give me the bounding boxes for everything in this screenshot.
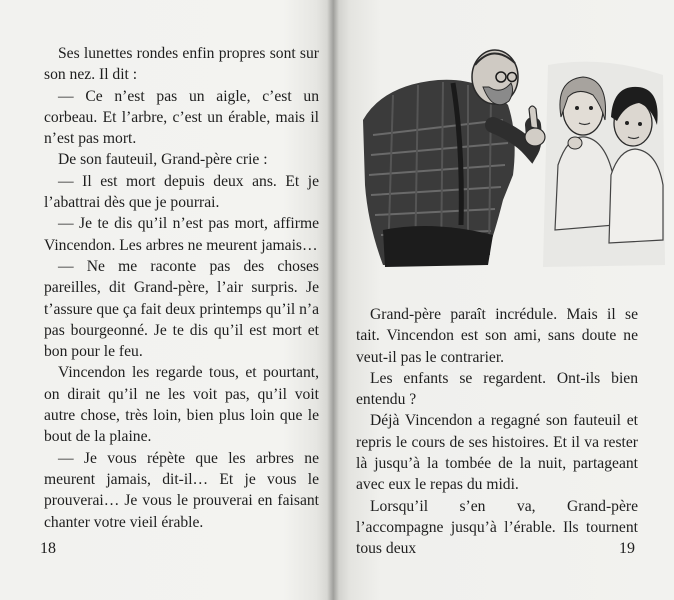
paragraph: Ses lunettes rondes enfin propres sont sur son nez. Il dit :: [44, 45, 319, 84]
page-number-left: 18: [40, 540, 56, 557]
page-number-right: 19: [619, 540, 635, 557]
paragraph: — Ne me raconte pas des choses pareilles, dit Grand-père, l’air surpris. Je t’assure que ça fait deux printemps qu’il n’a pas bourgeonné. Je te dis qu’il est mort et bon pour le feu.: [44, 257, 319, 361]
paragraph: — Je vous répète que les arbres ne meurent jamais, dit-il… Et je vous le prouverai… Je vous le prouverai en faisant chanter votre vieil érable.: [44, 449, 319, 531]
right-page: [333, 0, 674, 600]
paragraph: De son fauteuil, Grand-père crie :: [58, 151, 268, 169]
paragraph: Les enfants se regardent. Ont-ils bien entendu ?: [356, 369, 638, 409]
right-page-text: [356, 304, 638, 560]
paragraph: — Ce n’est pas un aigle, c’est un corbeau. Et l’arbre, c’est un érable, mais il n’est pas mort.: [44, 87, 319, 148]
paragraph: Vincendon les regarde tous, et pourtant, on dirait qu’il ne les voit pas, qu’il voit autre chose, très loin, bien plus loin que le bout de la plaine.: [44, 364, 319, 446]
paragraph: Déjà Vincendon a regagné son fauteuil et repris le cours de ses histoires. Et il va rester là jusqu’à la tombée de la nuit, partageant avec eux le repas du midi.: [356, 412, 638, 494]
paragraph: — Je te dis qu’il n’est pas mort, affirme Vincendon. Les arbres ne meurent jamais…: [44, 215, 319, 254]
paragraph: Grand-père paraît incrédule. Mais il se tait. Vincendon est son ami, sans doute ne veut-il pas le contrarier.: [356, 306, 638, 366]
paragraph: — Il est mort depuis deux ans. Et je l’abattrai dès que je pourrai.: [44, 172, 319, 212]
paragraph: Lorsqu’il s’en va, Grand-père l’accompagne jusqu’à l’érable. Ils tournent tous deux: [356, 497, 638, 558]
left-page: [0, 0, 333, 600]
illustration: [343, 25, 668, 270]
boy-figure: [609, 87, 663, 243]
book-gutter: [327, 0, 339, 600]
grandfather-figure: [363, 50, 545, 267]
left-page-text: [44, 43, 319, 533]
